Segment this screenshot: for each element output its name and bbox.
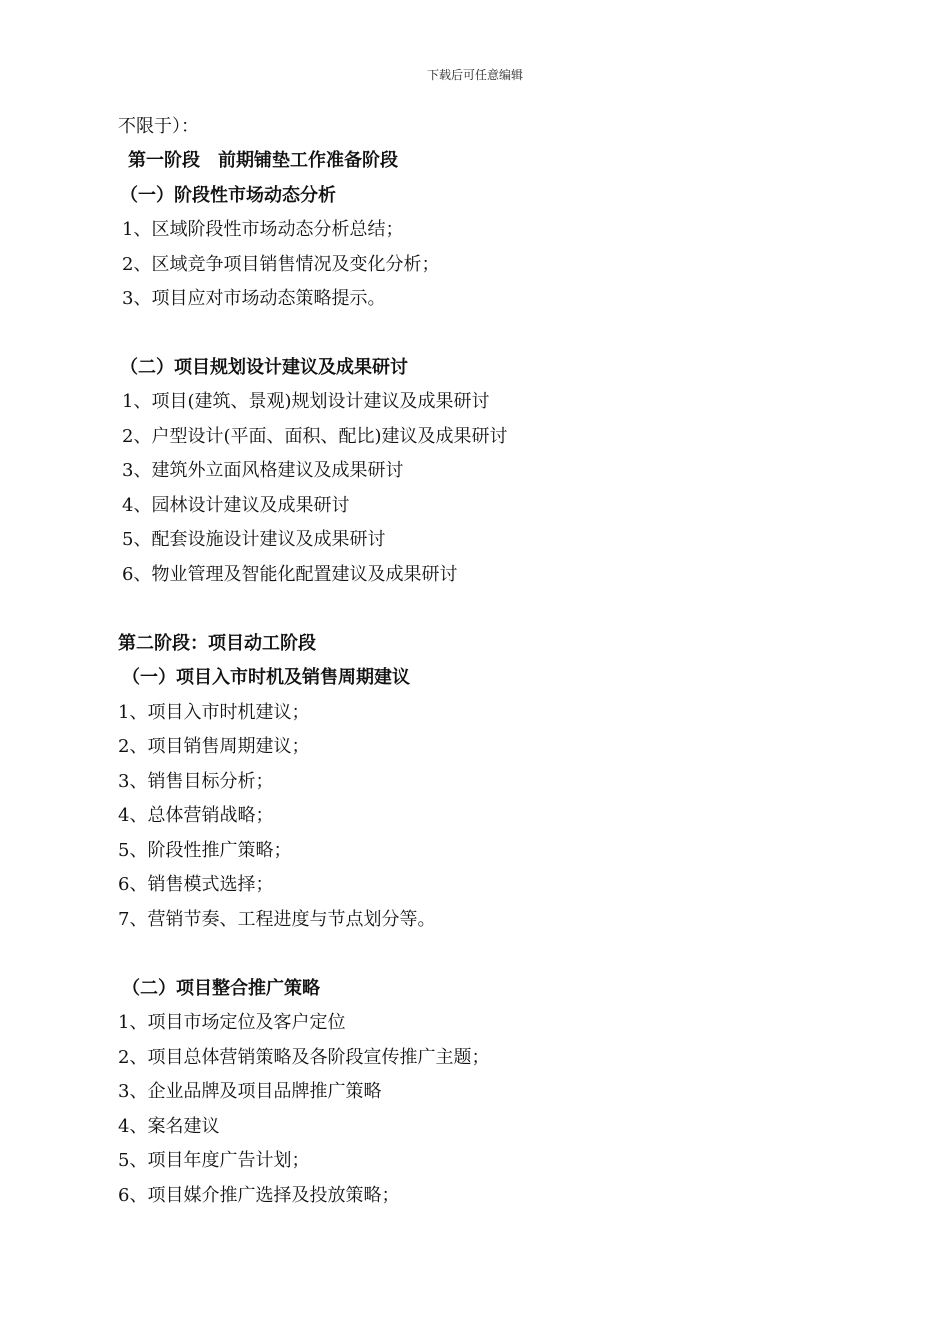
list-item: 6、销售模式选择； bbox=[118, 874, 274, 895]
list-item: 1、区域阶段性市场动态分析总结； bbox=[122, 219, 404, 240]
list-item: 3、建筑外立面风格建议及成果研讨 bbox=[122, 460, 404, 481]
stage-two-heading: 第二阶段：项目动工阶段 bbox=[118, 633, 316, 654]
list-item: 7、营销节奏、工程进度与节点划分等。 bbox=[118, 909, 436, 930]
list-item: 6、项目媒介推广选择及投放策略； bbox=[118, 1185, 400, 1206]
list-item: 6、物业管理及智能化配置建议及成果研讨 bbox=[122, 564, 458, 585]
list-item: 1、项目入市时机建议； bbox=[118, 702, 310, 723]
section-heading: （二）项目整合推广策略 bbox=[122, 978, 320, 999]
stage-one-heading: 第一阶段 前期铺垫工作准备阶段 bbox=[128, 150, 398, 171]
list-item: 5、配套设施设计建议及成果研讨 bbox=[122, 529, 386, 550]
section-heading: （二）项目规划设计建议及成果研讨 bbox=[120, 357, 408, 378]
list-item: 3、企业品牌及项目品牌推广策略 bbox=[118, 1081, 382, 1102]
list-item: 2、区域竞争项目销售情况及变化分析； bbox=[122, 254, 440, 275]
list-item: 4、园林设计建议及成果研讨 bbox=[122, 495, 350, 516]
list-item: 3、项目应对市场动态策略提示。 bbox=[122, 288, 386, 309]
list-item: 2、项目销售周期建议； bbox=[118, 736, 310, 757]
list-item: 3、销售目标分析； bbox=[118, 771, 274, 792]
section-heading: （一）阶段性市场动态分析 bbox=[120, 185, 336, 206]
list-item: 1、项目市场定位及客户定位 bbox=[118, 1012, 346, 1033]
list-item: 5、项目年度广告计划； bbox=[118, 1150, 310, 1171]
list-item: 2、项目总体营销策略及各阶段宣传推广主题； bbox=[118, 1047, 490, 1068]
page-header: 下载后可任意编辑 bbox=[426, 68, 523, 82]
intro-line: 不限于）： bbox=[118, 116, 199, 137]
section-heading: （一）项目入市时机及销售周期建议 bbox=[122, 667, 410, 688]
list-item: 4、案名建议 bbox=[118, 1116, 220, 1137]
list-item: 2、户型设计(平面、面积、配比)建议及成果研讨 bbox=[122, 426, 508, 447]
list-item: 1、项目(建筑、景观)规划设计建议及成果研讨 bbox=[122, 391, 490, 412]
list-item: 5、阶段性推广策略； bbox=[118, 840, 292, 861]
list-item: 4、总体营销战略； bbox=[118, 805, 274, 826]
